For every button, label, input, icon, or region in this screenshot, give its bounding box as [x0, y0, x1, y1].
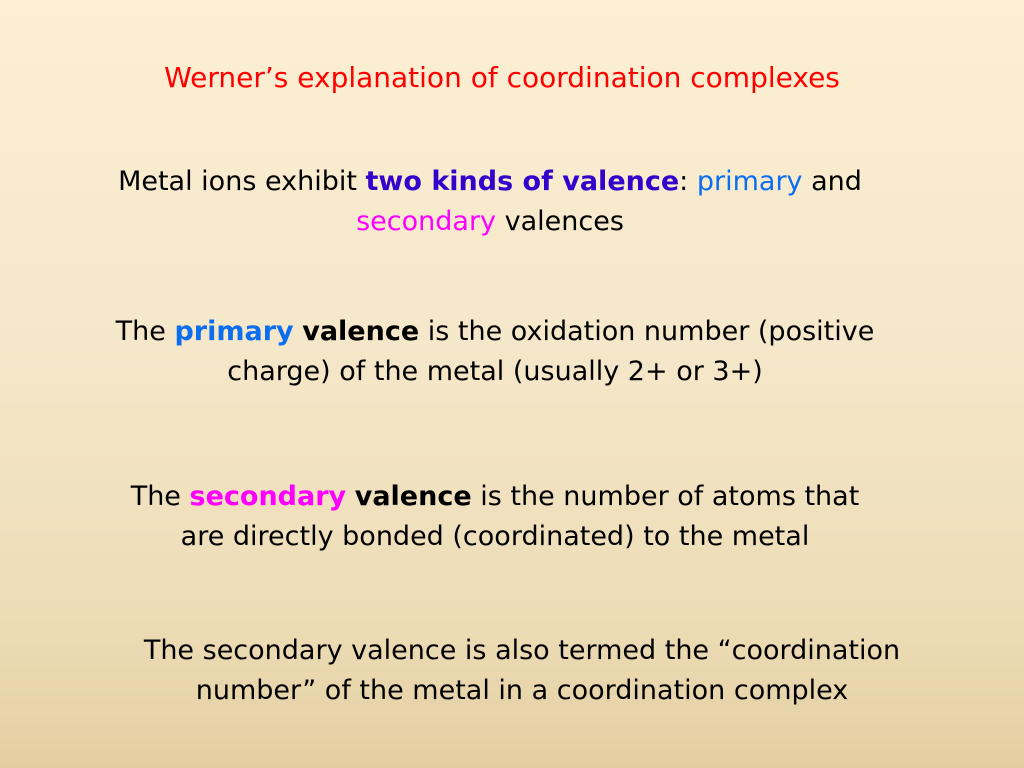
- paragraph-coordination-number: [0, 631, 1024, 711]
- slide-title: Werner’s explanation of coordination complexes: [164, 61, 840, 94]
- paragraph-secondary-valence: [0, 477, 990, 557]
- text-definition: is the oxidation number (positive: [419, 316, 875, 347]
- text-valences: valences: [496, 206, 624, 237]
- text-the: The: [115, 316, 175, 347]
- text-definition: is the number of atoms that: [471, 481, 860, 512]
- paragraph-line: [0, 477, 990, 517]
- text-and: and: [802, 166, 862, 197]
- text-valence: valence: [354, 481, 472, 512]
- paragraph-line: are directly bonded (coordinated) to the metal: [180, 521, 810, 552]
- text-metal-ions-exhibit: Metal ions exhibit: [118, 166, 366, 197]
- text-secondary: secondary: [356, 206, 497, 237]
- paragraph-line: The secondary valence is also termed the “coordination: [143, 635, 901, 666]
- paragraph-line: charge) of the metal (usually 2+ or 3+): [227, 356, 763, 387]
- text-primary: primary: [174, 316, 294, 347]
- text-colon: :: [679, 166, 697, 197]
- text-the: The: [130, 481, 190, 512]
- text-two-kinds-of-valence: two kinds of valence: [365, 166, 680, 197]
- paragraph-primary-valence: [0, 312, 990, 392]
- paragraph-line: number” of the metal in a coordination complex: [195, 675, 849, 706]
- text-valence: valence: [302, 316, 420, 347]
- text-primary: primary: [696, 166, 803, 197]
- paragraph-two-kinds-of-valence: [0, 162, 980, 242]
- paragraph-line: [0, 312, 990, 352]
- paragraph-line: [0, 162, 980, 202]
- text-secondary: secondary: [189, 481, 347, 512]
- paragraph-line: [0, 202, 980, 242]
